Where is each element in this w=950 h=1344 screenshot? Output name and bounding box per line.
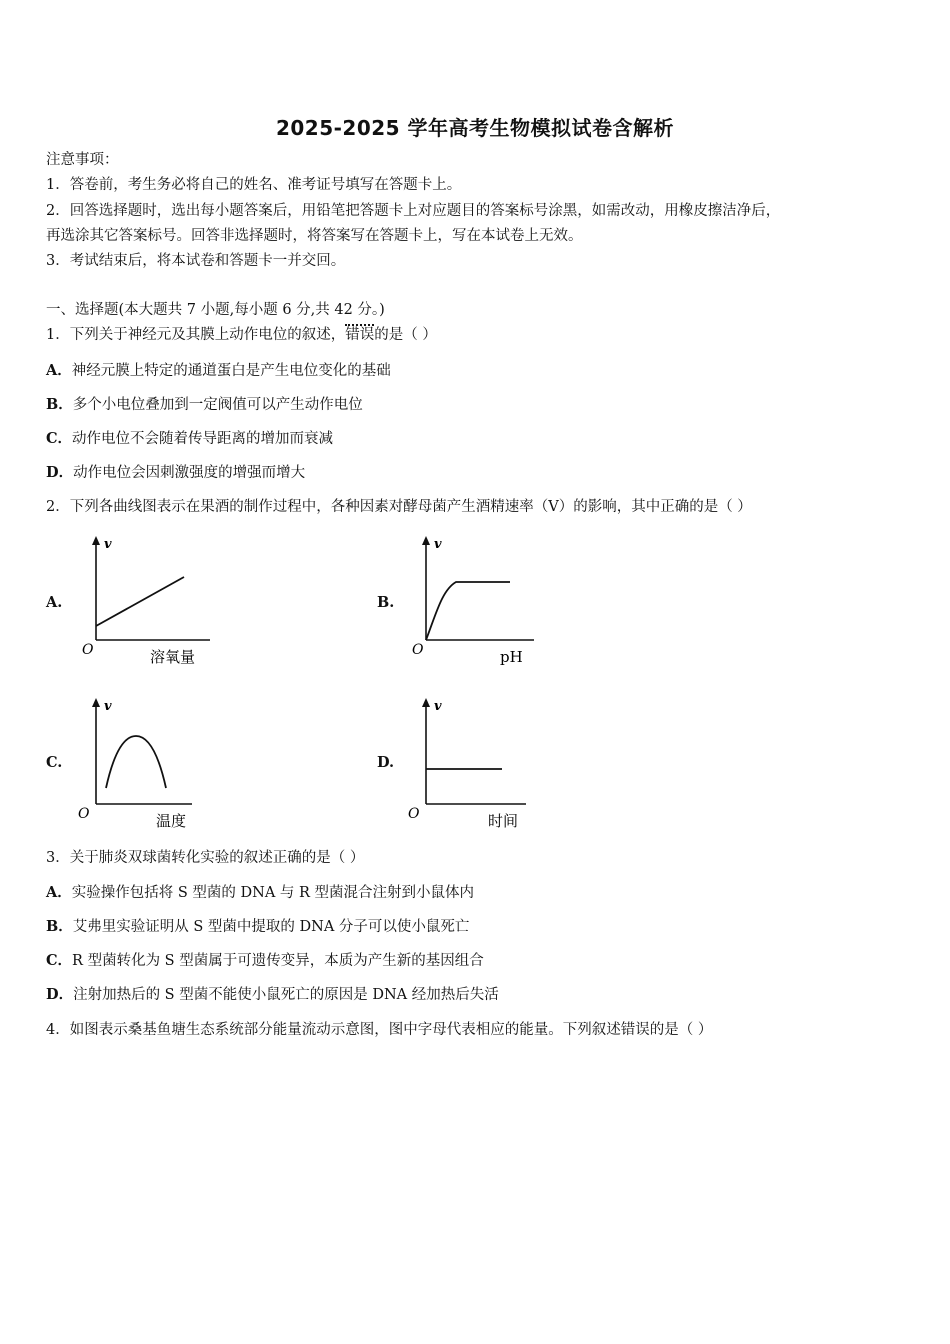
question-2-stem: 2．下列各曲线图表示在果酒的制作过程中，各种因素对酵母菌产生酒精速率（V）的影响，其中正确的是（ ） xyxy=(46,499,752,515)
question-1-stem-emphasis: 错误 xyxy=(345,324,374,343)
option-text: 实验操作包括将 S 型菌的 DNA 与 R 型菌混合注射到小鼠体内 xyxy=(71,885,475,901)
notice-item-2: 2．回答选择题时，选出每小题答案后，用铅笔把答题卡上对应题目的答案标号涂黑，如需改动，用橡皮擦洁净后， xyxy=(46,203,781,219)
option-label: A． xyxy=(46,362,72,379)
option-label: A． xyxy=(46,884,72,901)
curve-arch xyxy=(106,736,166,788)
curve-rise-then-plateau xyxy=(426,582,510,640)
question-3-option-b xyxy=(46,917,469,937)
page-title: 2025-2025 学年高考生物模拟试卷含解析 xyxy=(275,116,675,140)
notice-heading: 注意事项： xyxy=(46,152,119,168)
graph-b-label: B. xyxy=(377,594,395,611)
graph-a xyxy=(70,532,220,672)
question-3-option-a xyxy=(46,883,474,903)
section-heading: 一、选择题(本大题共 7 小题,每小题 6 分,共 42 分。) xyxy=(46,302,385,318)
y-axis-label: v xyxy=(104,537,112,552)
question-1-option-b xyxy=(46,395,363,415)
graph-c-svg xyxy=(70,694,220,834)
y-axis-label: v xyxy=(434,699,442,714)
option-label: C． xyxy=(46,430,73,447)
x-axis-label: pH xyxy=(500,648,523,666)
question-1-stem-before: 1．下列关于神经元及其膜上动作电位的叙述， xyxy=(46,327,346,343)
question-1-stem xyxy=(46,325,437,345)
option-text: 多个小电位叠加到一定阀值可以产生动作电位 xyxy=(72,397,363,413)
origin-label: O xyxy=(78,806,90,822)
graph-a-svg xyxy=(70,532,220,672)
graph-c-label: C. xyxy=(46,754,63,771)
option-text: R 型菌转化为 S 型菌属于可遗传变异，本质为产生新的基因组合 xyxy=(72,953,484,969)
notice-item-3: 3．考试结束后，将本试卷和答题卡一并交回。 xyxy=(46,253,346,269)
y-arrow-icon xyxy=(422,536,430,545)
question-1-option-d xyxy=(46,463,305,483)
graph-d-svg xyxy=(400,694,550,834)
question-3-option-d xyxy=(46,985,499,1005)
question-1-option-c xyxy=(46,429,333,449)
graph-a-label: A. xyxy=(46,594,63,611)
y-arrow-icon xyxy=(92,536,100,545)
origin-label: O xyxy=(408,806,420,822)
option-label: D． xyxy=(46,464,74,481)
question-3-option-c xyxy=(46,951,484,971)
origin-label: O xyxy=(82,642,94,658)
origin-label: O xyxy=(412,642,424,658)
x-axis-label: 温度 xyxy=(156,812,187,830)
question-1-stem-after: 的是（ ） xyxy=(374,327,437,343)
notice-item-1: 1．答卷前，考生务必将自己的姓名、准考证号填写在答题卡上。 xyxy=(46,177,462,193)
y-axis-label: v xyxy=(434,537,442,552)
x-axis-label: 时间 xyxy=(488,812,519,830)
curve-rising-line xyxy=(96,577,184,626)
notice-item-2-cont: 再选涂其它答案标号。回答非选择题时，将答案写在答题卡上，写在本试卷上无效。 xyxy=(46,228,583,244)
graph-d xyxy=(400,694,550,834)
option-text: 动作电位不会随着传导距离的增加而衰减 xyxy=(72,431,334,447)
option-text: 神经元膜上特定的通道蛋白是产生电位变化的基础 xyxy=(71,363,391,379)
question-1-option-a xyxy=(46,361,391,381)
option-label: D． xyxy=(46,986,74,1003)
graph-b xyxy=(400,532,550,672)
y-arrow-icon xyxy=(92,698,100,707)
question-4-stem: 4．如图表示桑基鱼塘生态系统部分能量流动示意图，图中字母代表相应的能量。下列叙述错误的是（ ） xyxy=(46,1022,713,1038)
graph-d-label: D. xyxy=(377,754,395,771)
y-axis-label: v xyxy=(104,699,112,714)
x-axis-label: 溶氧量 xyxy=(150,648,196,666)
option-label: B． xyxy=(46,396,73,413)
graph-b-svg xyxy=(400,532,550,672)
y-arrow-icon xyxy=(422,698,430,707)
option-label: C． xyxy=(46,952,73,969)
question-3-stem: 3．关于肺炎双球菌转化实验的叙述正确的是（ ） xyxy=(46,850,365,866)
option-text: 艾弗里实验证明从 S 型菌中提取的 DNA 分子可以使小鼠死亡 xyxy=(72,919,470,935)
option-text: 动作电位会因刺激强度的增强而增大 xyxy=(73,465,306,481)
option-label: B． xyxy=(46,918,73,935)
option-text: 注射加热后的 S 型菌不能使小鼠死亡的原因是 DNA 经加热后失活 xyxy=(73,987,499,1003)
graph-c xyxy=(70,694,220,834)
